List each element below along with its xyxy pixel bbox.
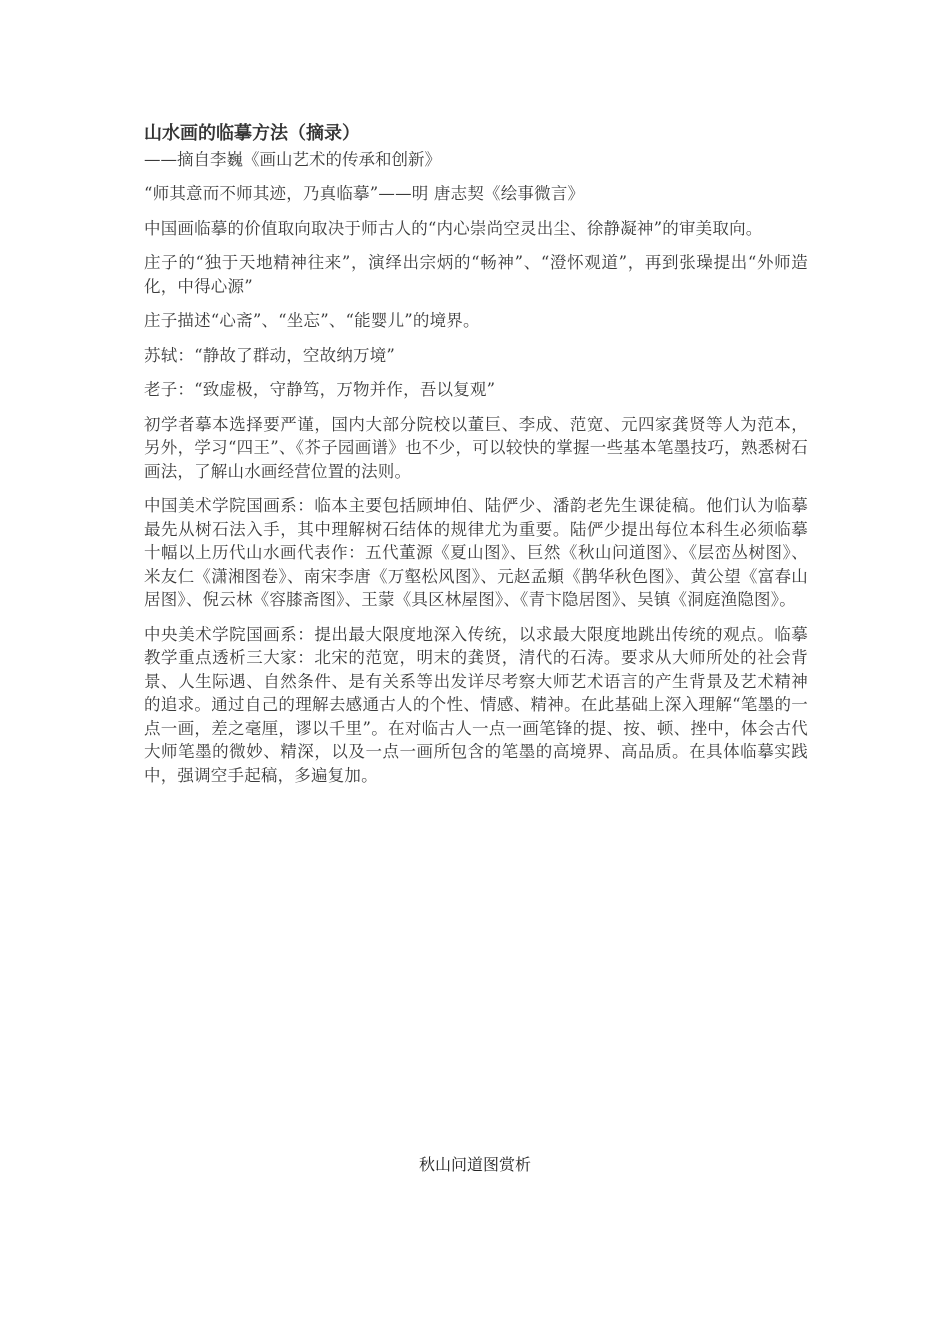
text-paragraph: 庄子描述“心斋”、“坐忘”、“能婴儿”的境界。 xyxy=(144,311,480,330)
article-title: 山水画的临摹方法（摘录） xyxy=(144,123,360,144)
text-paragraph: 庄子的“独于天地精神往来”，演绎出宗炳的“畅神”、“澄怀观道”，再到张璪提出“外师造化，中得心源” xyxy=(144,253,808,296)
text-paragraph: 中国美术学院国画系：临本主要包括顾坤伯、陆俨少、潘韵老先生课徒稿。他们认为临摹最先从树石法入手，其中理解树石结体的规律尤为重要。陆俨少提出每位本科生必须临摹十幅以上历代山水画代表作：五代董源《夏山图》、巨然《秋山问道图》、《层峦丛树图》、米友仁《潇湘图卷》、南宋李唐《万壑松风图》、元赵孟頫《鹊华秋色图》、黄公望《富春山居图》、倪云林《容膝斋图》、王蒙《具区林屋图》、《青卞隐居图》、吴镇《洞庭渔隐图》。 xyxy=(144,496,808,609)
article-subtitle: ——摘自李巍《画山艺术的传承和创新》 xyxy=(144,150,441,169)
quote-paragraph: “师其意而不师其迹，乃真临摹”——明 唐志契《绘事微言》 xyxy=(144,184,585,203)
text-paragraph: 中国画临摹的价值取向取决于师古人的“内心崇尚空灵出尘、徐静凝神”的审美取向。 xyxy=(144,218,763,238)
quote-paragraph: 老子：“致虚极，守静笃，万物并作，吾以复观” xyxy=(144,380,496,399)
article-body xyxy=(144,120,808,798)
quote-paragraph: 苏轼：“静故了群动，空故纳万境” xyxy=(144,345,396,365)
next-section-title: 秋山问道图赏析 xyxy=(418,1155,531,1174)
text-paragraph: 中央美术学院国画系：提出最大限度地深入传统，以求最大限度地跳出传统的观点。临摹教学重点透析三大家：北宋的范宽，明末的龚贤，清代的石涛。要求从大师所处的社会背景、人生际遇、自然条件、是有关系等出发详尽考察大师艺术语言的产生背景及艺术精神的追求。通过自己的理解去感通古人的个性、情感、精神。在此基础上深入理解“笔墨的一点一画，差之毫厘，谬以千里”。在对临古人一点一画笔锋的提、按、顿、挫中，体会古代大师笔墨的微妙、精深，以及一点一画所包含的笔墨的高境界、高品质。在具体临摹实践中，强调空手起稿，多遍复加。 xyxy=(144,624,808,785)
text-paragraph: 初学者摹本选择要严谨，国内大部分院校以董巨、李成、范宽、元四家龚贤等人为范本，另外，学习“四王”、《芥子园画谱》也不少，可以较快的掌握一些基本笔墨技巧，熟悉树石画法，了解山水画经营位置的法则。 xyxy=(144,414,808,481)
